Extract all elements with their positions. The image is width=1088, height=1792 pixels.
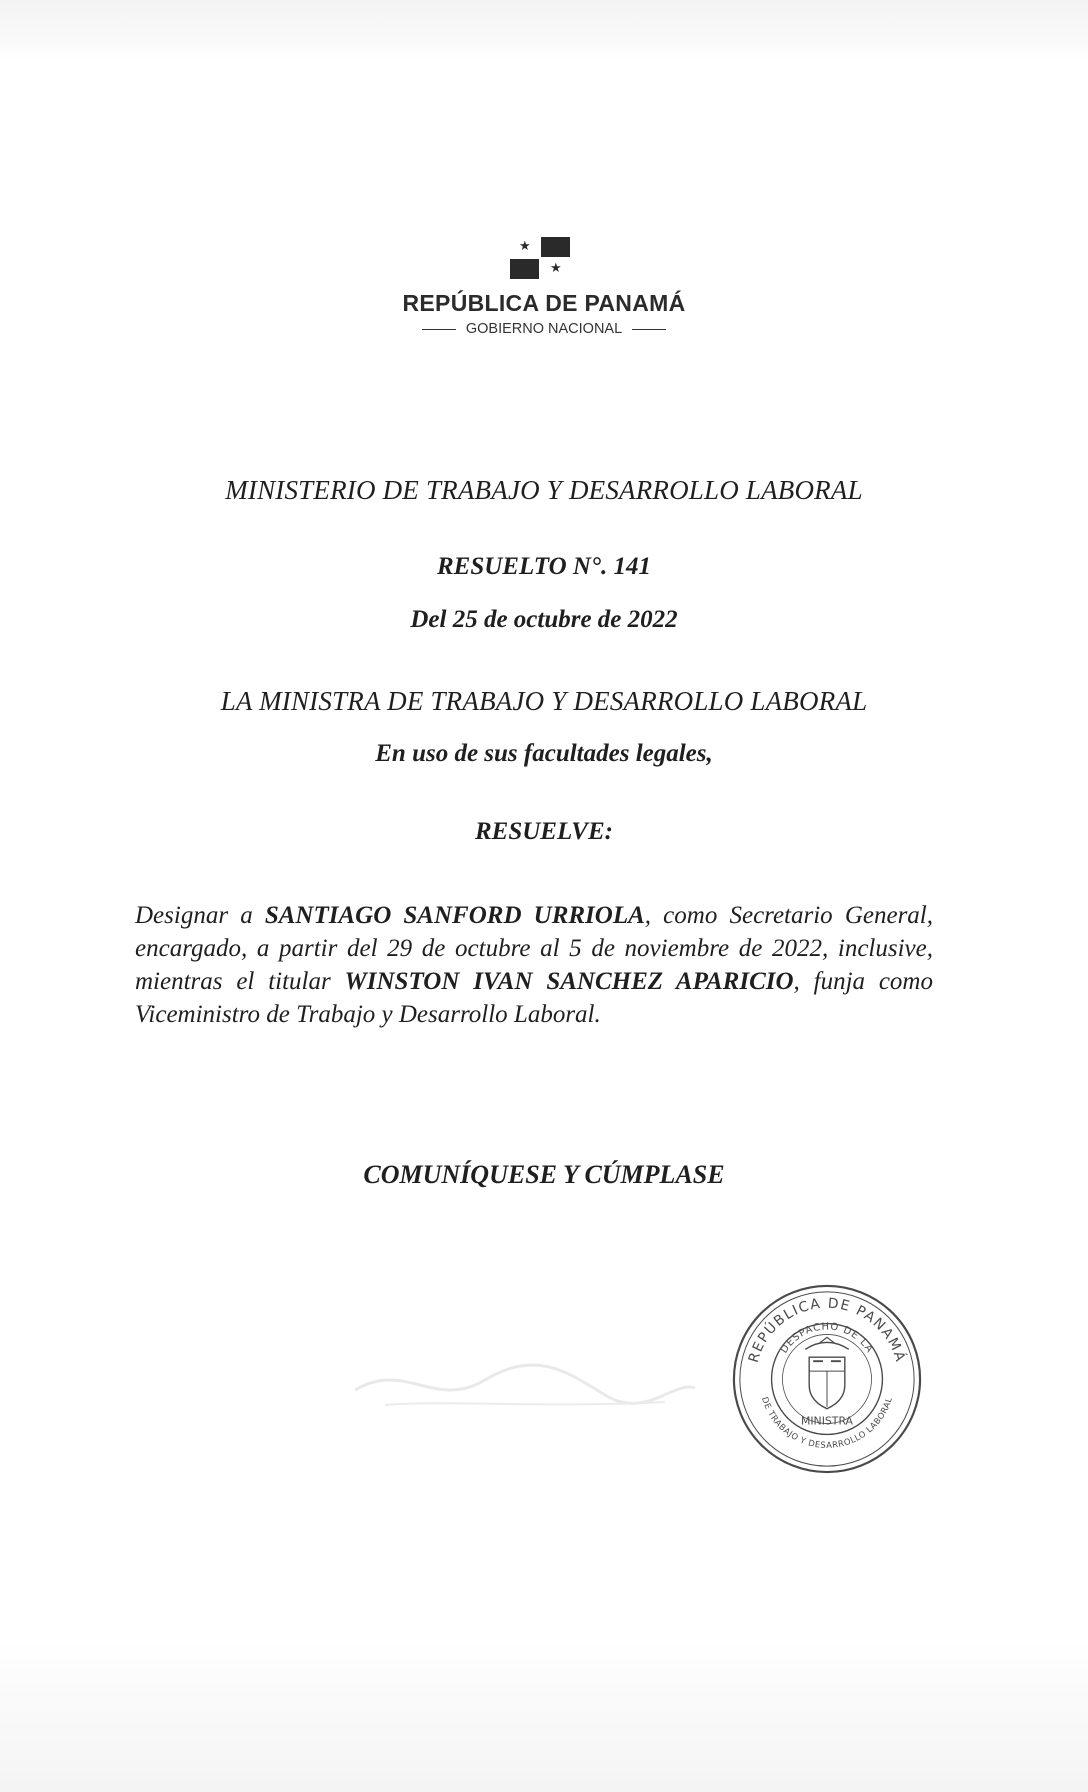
- country-title: REPÚBLICA DE PANAMÁ: [402, 290, 686, 316]
- svg-text:DESPACHO DE LA: DESPACHO DE LA: [778, 1321, 876, 1356]
- svg-text:DE TRABAJO Y DESARROLLO LABORA: DE TRABAJO Y DESARROLLO LABORAL: [759, 1395, 894, 1450]
- resolution-date: Del 25 de octubre de 2022: [410, 606, 678, 633]
- resolves-heading: RESUELVE:: [474, 818, 613, 845]
- faded-signature: [345, 1350, 705, 1420]
- panama-flag-icon: ★ ★: [510, 237, 570, 279]
- ministry-seal-icon: [728, 1280, 926, 1478]
- svg-text:MINISTRA: MINISTRA: [800, 1414, 854, 1428]
- scan-shadow-bottom: [0, 1642, 1088, 1792]
- resolution-body: Designar a SANTIAGO SANFORD URRIOLA, como Secretario General, encargado, a partir del 29 de octubre al 5 de noviembre de 2022, inclusive, mientras el titular WINSTON IVAN SANCHEZ APARICIO, funja como Viceministro de Trabajo y Desarrollo Laboral.: [135, 902, 933, 1028]
- government-label: GOBIERNO NACIONAL: [465, 321, 623, 337]
- authority-heading: LA MINISTRA DE TRABAJO Y DESARROLLO LABORAL: [220, 686, 868, 716]
- ministry-heading: MINISTERIO DE TRABAJO Y DESARROLLO LABORAL: [225, 475, 863, 505]
- legal-powers-line: En uso de sus facultades legales,: [375, 740, 713, 767]
- closing-line: COMUNÍQUESE Y CÚMPLASE: [363, 1160, 725, 1189]
- titular-name: WINSTON IVAN SANCHEZ APARICIO: [344, 968, 794, 995]
- government-subtitle: [0, 321, 1088, 337]
- appointee-name: SANTIAGO SANFORD URRIOLA: [264, 902, 645, 929]
- scan-shadow-top: [0, 0, 1088, 62]
- svg-text:REPÚBLICA DE PANAMÁ: REPÚBLICA DE PANAMÁ: [745, 1295, 909, 1365]
- resolution-number: RESUELTO N°. 141: [437, 553, 651, 580]
